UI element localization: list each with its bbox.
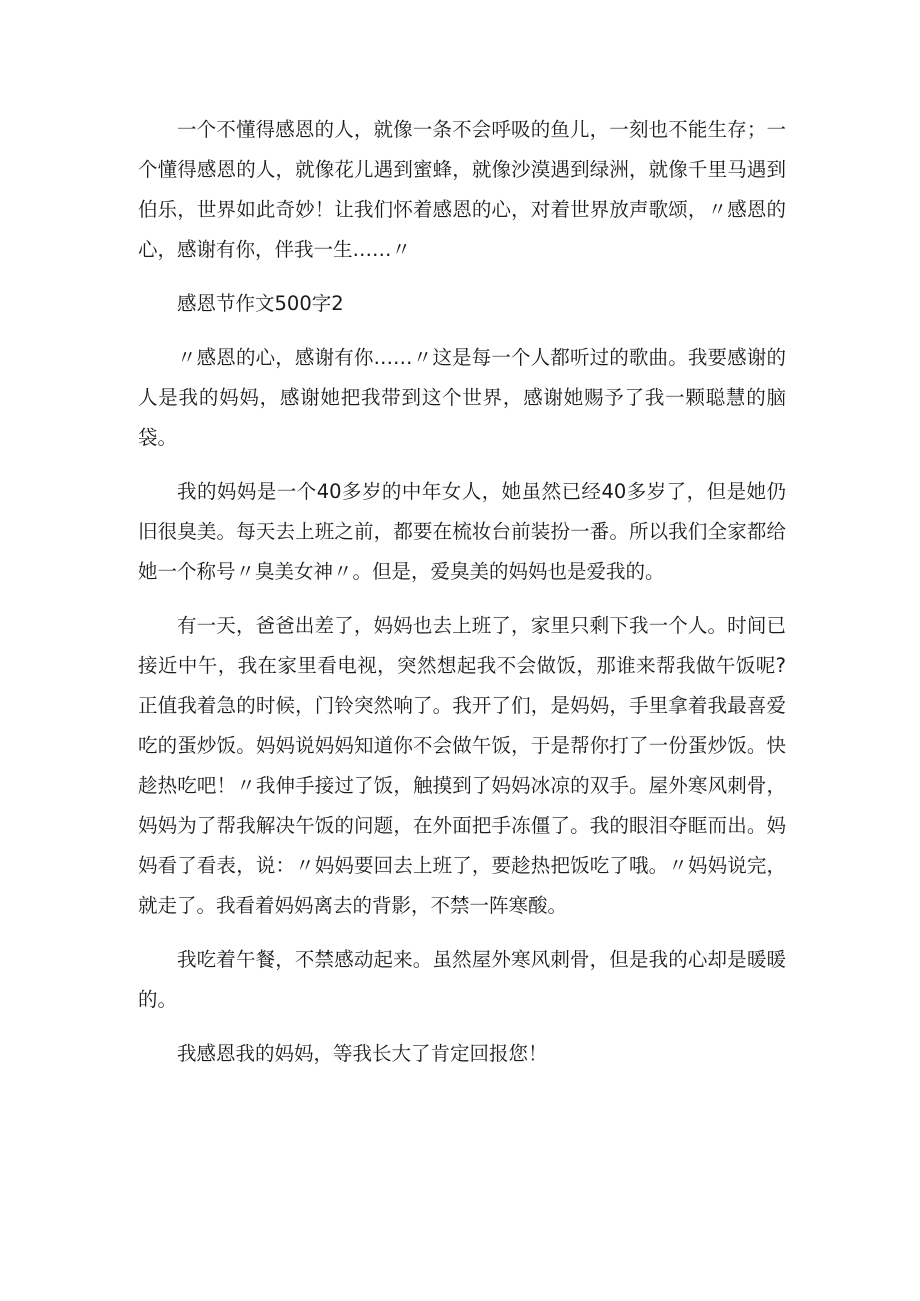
paragraph-intro: 一个不懂得感恩的人，就像一条不会呼吸的鱼儿，一刻也不能生存；一个懂得感恩的人，就像花儿遇到蜜蜂，就像沙漠遇到绿洲，就像千里马遇到伯乐，世界如此奇妙！让我们怀着感恩的心，对着世界放声歌颂，〃感恩的心，感谢有你，伴我一生……〃 (138, 118, 786, 261)
paragraph-conclusion: 我感恩我的妈妈，等我长大了肯定回报您！ (177, 1042, 548, 1065)
paragraph-story: 有一天，爸爸出差了，妈妈也去上班了，家里只剩下我一个人。时间已接近中午，我在家里看电视，突然想起我不会做饭，那谁来帮我做午饭呢?正值我着急的时候，门铃突然响了。我开了们，是妈妈，手里拿着我最喜爱吃的蛋炒饭。妈妈说妈妈知道你不会做午饭，于是帮你打了一份蛋炒饭。快趁热吃吧！〃我伸手接过了饭，触摸到了妈妈冰凉的双手。屋外寒风刺骨，妈妈为了帮我解决午饭的问题，在外面把手冻僵了。我的眼泪夺眶而出。妈妈看了看表，说：〃妈妈要回去上班了，要趁热把饭吃了哦。〃妈妈说完，就走了。我看着妈妈离去的背影，不禁一阵寒酸。 (138, 614, 786, 917)
section-heading: 感恩节作文500字2 (177, 292, 344, 315)
document-body (138, 110, 786, 1088)
paragraph-song: 〃感恩的心，感谢有你……〃这是每一个人都听过的歌曲。我要感谢的人是我的妈妈，感谢她把我带到这个世界，感谢她赐予了我一颗聪慧的脑袋。 (138, 346, 786, 449)
paragraph-lunch: 我吃着午餐，不禁感动起来。虽然屋外寒风刺骨，但是我的心却是暖暖的。 (138, 948, 786, 1011)
paragraph-mother-description: 我的妈妈是一个40多岁的中年女人，她虽然已经40多岁了，但是她仍旧很臭美。每天去上班之前，都要在梳妆台前装扮一番。所以我们全家都给她一个称号〃臭美女神〃。但是，爱臭美的妈妈也是爱我的。 (138, 480, 786, 583)
